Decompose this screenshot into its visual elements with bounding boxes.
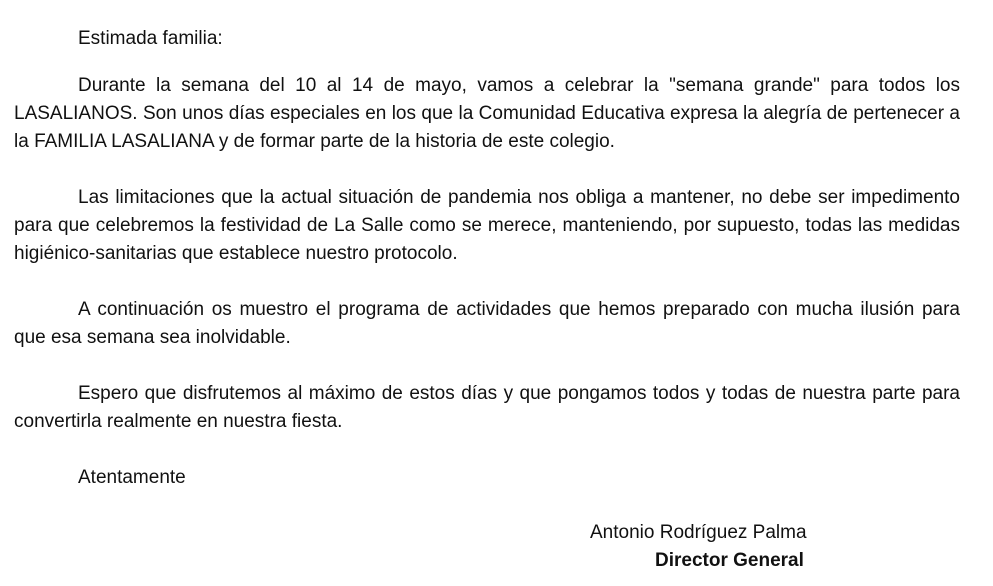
letter-paragraph-4: Espero que disfrutemos al máximo de estos días y que pongamos todos y todas de nuestra parte para convertirla realmente en nuestra fiesta.	[14, 383, 960, 432]
letter-closing: Atentamente	[78, 467, 186, 488]
signature-block	[590, 519, 890, 574]
signer-name: Antonio Rodríguez Palma	[590, 522, 807, 543]
letter-paragraph-2: Las limitaciones que la actual situación de pandemia nos obliga a mantener, no debe ser impedimento para que celebremos la festividad de La Salle como se merece, manteniendo, por supuesto, todas las medidas higiénico-sanitarias que establece nuestro protocolo.	[14, 187, 960, 264]
signer-title: Director General	[655, 550, 804, 571]
letter-body	[14, 25, 960, 492]
letter-paragraph-3: A continuación os muestro el programa de actividades que hemos preparado con mucha ilusión para que esa semana sea inolvidable.	[14, 299, 960, 348]
letter-greeting: Estimada familia:	[78, 28, 223, 49]
letter-paragraph-1: Durante la semana del 10 al 14 de mayo, vamos a celebrar la "semana grande" para todos los LASALIANOS. Son unos días especiales en los que la Comunidad Educativa expresa la alegría de pertenecer a la FAMILIA LASALIANA y de formar parte de la historia de este colegio.	[14, 75, 960, 152]
